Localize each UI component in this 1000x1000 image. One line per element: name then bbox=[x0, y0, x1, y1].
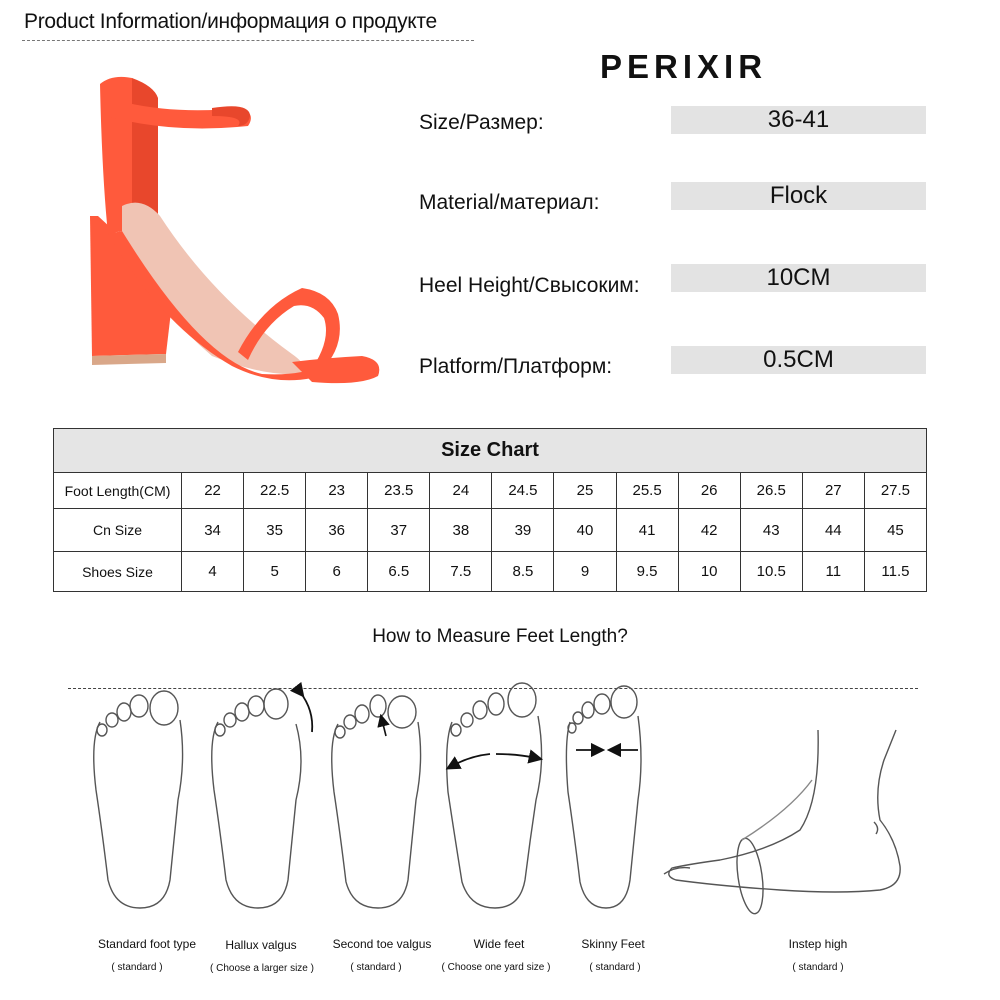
foot-type-note: ( standard ) bbox=[111, 962, 163, 973]
spec-value-size: 36-41 bbox=[671, 106, 926, 134]
table-cell: 39 bbox=[492, 509, 554, 552]
table-cell: 44 bbox=[802, 509, 864, 552]
brand-logo: PERIXIR bbox=[600, 48, 768, 85]
table-cell: 5 bbox=[244, 552, 306, 592]
table-cell: 37 bbox=[368, 509, 430, 552]
foot-standard-icon bbox=[94, 691, 183, 908]
spec-label-size: Size/Размер: bbox=[419, 111, 544, 134]
table-cell: 23 bbox=[306, 473, 368, 509]
foot-type-name: Skinny Feet bbox=[581, 937, 645, 951]
foot-type-note: ( Choose a larger size ) bbox=[210, 963, 314, 974]
spec-value-platform: 0.5CM bbox=[671, 346, 926, 374]
table-cell: 10 bbox=[678, 552, 740, 592]
header-title: Product Information/информация о продукте bbox=[24, 10, 437, 33]
foot-type-note: ( standard ) bbox=[589, 962, 641, 973]
measure-title: How to Measure Feet Length? bbox=[372, 626, 628, 647]
table-cell: 22 bbox=[182, 473, 244, 509]
foot-type-name: Instep high bbox=[788, 937, 848, 951]
table-cell: 7.5 bbox=[430, 552, 492, 592]
table-cell: 26.5 bbox=[740, 473, 802, 509]
row-header-cn-size: Cn Size bbox=[54, 509, 182, 552]
product-image bbox=[62, 56, 392, 406]
table-cell: 36 bbox=[306, 509, 368, 552]
foot-second-toe-valgus-icon bbox=[332, 695, 421, 908]
foot-wide-icon bbox=[447, 683, 542, 908]
foot-instep-high-icon bbox=[664, 730, 900, 915]
row-header-shoes-size: Shoes Size bbox=[54, 552, 182, 592]
table-cell: 35 bbox=[244, 509, 306, 552]
size-chart-table bbox=[53, 428, 927, 592]
spec-label-heel-height: Heel Height/Свысоким: bbox=[419, 274, 640, 297]
table-cell: 11.5 bbox=[864, 552, 926, 592]
foot-type-name: Standard foot type bbox=[97, 937, 197, 951]
table-cell: 25.5 bbox=[616, 473, 678, 509]
table-cell: 9 bbox=[554, 552, 616, 592]
table-cell: 38 bbox=[430, 509, 492, 552]
table-row bbox=[54, 552, 927, 592]
row-header-foot-length: Foot Length(CM) bbox=[54, 473, 182, 509]
spec-label-platform: Platform/Платформ: bbox=[419, 355, 613, 378]
table-cell: 10.5 bbox=[740, 552, 802, 592]
table-cell: 27.5 bbox=[864, 473, 926, 509]
table-cell: 34 bbox=[182, 509, 244, 552]
spec-value-material: Flock bbox=[671, 182, 926, 210]
table-cell: 23.5 bbox=[368, 473, 430, 509]
spec-value-heel-height: 10CM bbox=[671, 264, 926, 292]
size-chart-title: Size Chart bbox=[54, 429, 927, 473]
table-cell: 6.5 bbox=[368, 552, 430, 592]
table-cell: 9.5 bbox=[616, 552, 678, 592]
spec-label-material: Material/материал: bbox=[419, 191, 600, 214]
table-cell: 24 bbox=[430, 473, 492, 509]
foot-type-name: Hallux valgus bbox=[225, 938, 297, 952]
table-cell: 25 bbox=[554, 473, 616, 509]
foot-types-illustration bbox=[0, 680, 1000, 920]
table-cell: 11 bbox=[802, 552, 864, 592]
table-cell: 42 bbox=[678, 509, 740, 552]
foot-type-note: ( Choose one yard size ) bbox=[441, 962, 551, 973]
table-cell: 6 bbox=[306, 552, 368, 592]
sandal-illustration bbox=[62, 56, 392, 406]
foot-type-name: Wide feet bbox=[473, 937, 525, 951]
table-cell: 40 bbox=[554, 509, 616, 552]
table-cell: 22.5 bbox=[244, 473, 306, 509]
header-divider bbox=[22, 40, 474, 41]
foot-type-note: ( standard ) bbox=[350, 962, 402, 973]
table-cell: 43 bbox=[740, 509, 802, 552]
table-cell: 41 bbox=[616, 509, 678, 552]
table-row bbox=[54, 509, 927, 552]
foot-type-name: Second toe valgus bbox=[332, 937, 432, 951]
foot-skinny-icon bbox=[566, 686, 641, 908]
table-cell: 4 bbox=[182, 552, 244, 592]
foot-type-note: ( standard ) bbox=[792, 962, 844, 973]
foot-hallux-valgus-icon bbox=[212, 689, 313, 908]
table-cell: 24.5 bbox=[492, 473, 554, 509]
table-cell: 27 bbox=[802, 473, 864, 509]
table-cell: 26 bbox=[678, 473, 740, 509]
table-cell: 8.5 bbox=[492, 552, 554, 592]
table-cell: 45 bbox=[864, 509, 926, 552]
table-row bbox=[54, 473, 927, 509]
